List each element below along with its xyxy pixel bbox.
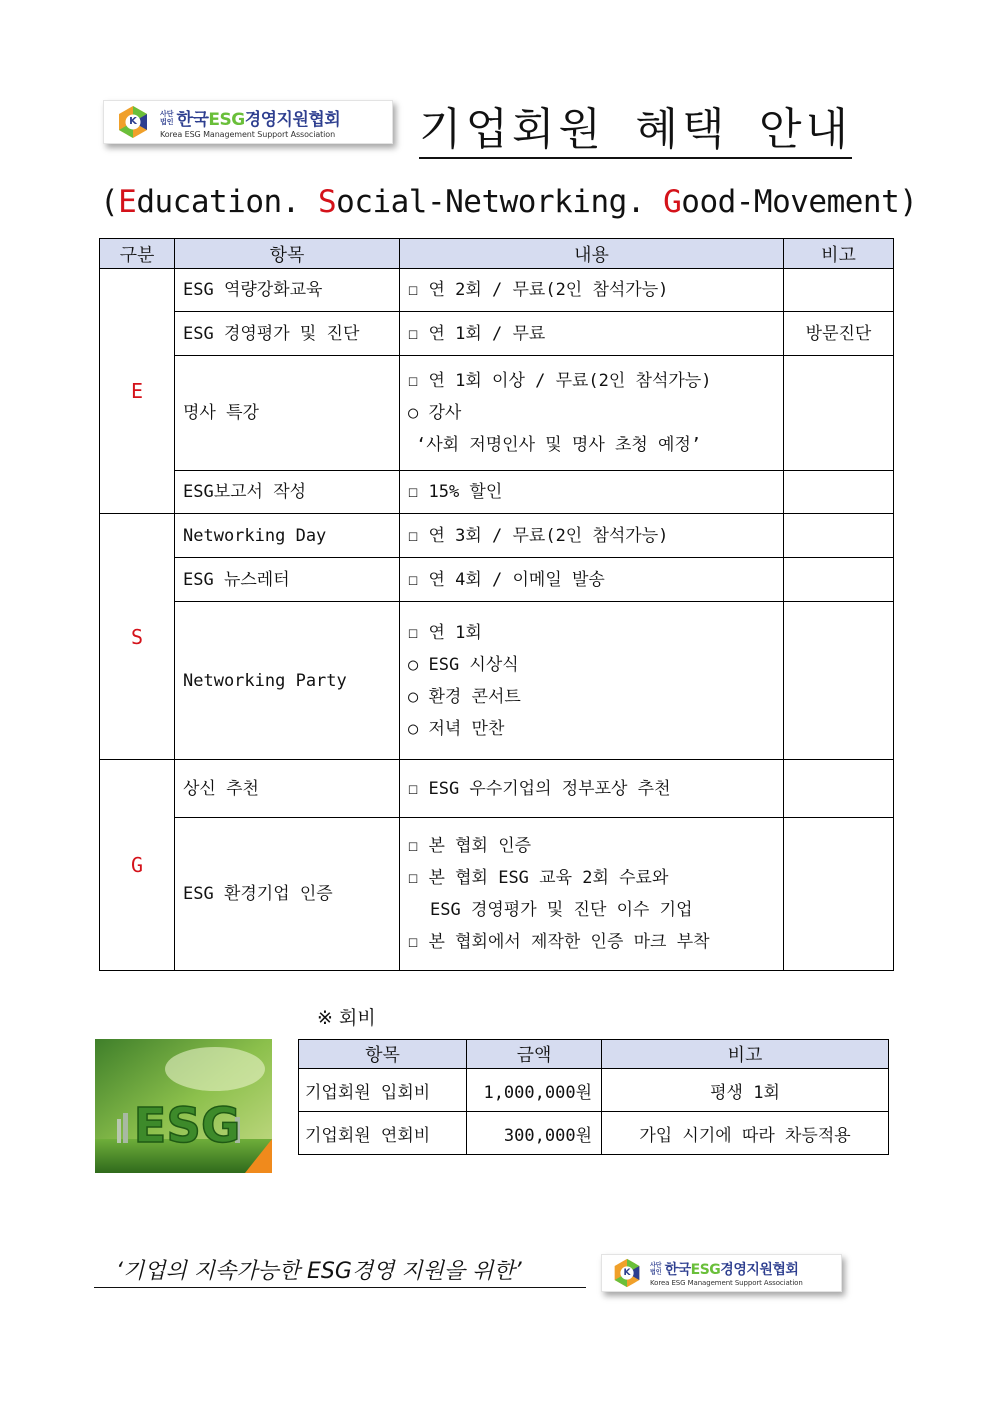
association-emblem-icon [612, 1258, 642, 1288]
table-row [100, 312, 894, 356]
item-cell: Networking Day [175, 514, 400, 558]
logo-small-text: 법인 [650, 1269, 662, 1276]
item-cell: ESG 뉴스레터 [175, 558, 400, 602]
table-header-row [299, 1040, 889, 1069]
content-cell: ☐ 15% 할인 [400, 471, 784, 514]
note-cell [784, 602, 894, 760]
column-header-amount: 금액 [467, 1040, 602, 1069]
association-emblem-icon [116, 105, 150, 139]
esg-image-text: ESG [133, 1098, 241, 1154]
benefits-table [99, 238, 894, 971]
fee-amount-cell: 300,000원 [467, 1112, 602, 1155]
content-cell: ☐ 연 3회 / 무료(2인 참석가능) [400, 514, 784, 558]
content-cell: ☐ 연 1회 이상 / 무료(2인 참석가능) ○ 강사 ‘사회 저명인사 및 명사 초청 예정’ [400, 356, 784, 471]
logo-english-name: Korea ESG Management Support Association [160, 130, 336, 139]
note-cell [784, 356, 894, 471]
item-cell: Networking Party [175, 602, 400, 760]
association-logo [601, 1254, 842, 1292]
table-row [100, 471, 894, 514]
fee-note-cell: 가입 시기에 따라 차등적용 [602, 1112, 889, 1155]
content-cell: ☐ 연 4회 / 이메일 발송 [400, 558, 784, 602]
item-cell: ESG 경영평가 및 진단 [175, 312, 400, 356]
emblem-letter: K [623, 1268, 631, 1278]
logo-small-text: 법인 [160, 117, 174, 126]
category-cell-g: G [100, 760, 175, 971]
item-cell: ESG보고서 작성 [175, 471, 400, 514]
table-row [299, 1112, 889, 1155]
table-header-row [100, 239, 894, 269]
content-cell: ☐ 본 협회 인증 ☐ 본 협회 ESG 교육 2회 수료와 ESG 경영평가 및 진단 이수 기업 ☐ 본 협회에서 제작한 인증 마크 부착 [400, 818, 784, 971]
table-row [100, 818, 894, 971]
fee-table [298, 1039, 889, 1155]
logo-english-name: Korea ESG Management Support Association [650, 1279, 803, 1287]
logo-name: 한국ESG경영지원협회 [664, 1262, 799, 1278]
fee-item-cell: 기업회원 연회비 [299, 1112, 467, 1155]
page-title: 기업회원 혜택 안내 [419, 103, 852, 159]
logo-small-text: 사단 [650, 1262, 662, 1269]
note-cell [784, 818, 894, 971]
fee-amount-cell: 1,000,000원 [467, 1069, 602, 1112]
logo-name: 한국ESG경영지원협회 [176, 110, 341, 130]
note-cell [784, 558, 894, 602]
column-header-note: 비고 [602, 1040, 889, 1069]
fee-note-cell: 평생 1회 [602, 1069, 889, 1112]
table-row [299, 1069, 889, 1112]
fee-item-cell: 기업회원 입회비 [299, 1069, 467, 1112]
note-cell [784, 760, 894, 818]
content-cell: ☐ ESG 우수기업의 정부포상 추천 [400, 760, 784, 818]
table-row [100, 760, 894, 818]
item-cell: ESG 역량강화교육 [175, 269, 400, 312]
note-cell [784, 514, 894, 558]
item-cell: 상신 추천 [175, 760, 400, 818]
category-cell-e: E [100, 269, 175, 514]
column-header-item: 항목 [175, 239, 400, 269]
item-cell: 명사 특강 [175, 356, 400, 471]
table-row [100, 514, 894, 558]
table-row [100, 602, 894, 760]
note-cell [784, 269, 894, 312]
content-cell: ☐ 연 2회 / 무료(2인 참석가능) [400, 269, 784, 312]
page-subtitle: (Education. Social-Networking. Good-Movement) [100, 184, 918, 220]
emblem-letter: K [129, 116, 137, 127]
footer-slogan: ‘기업의 지속가능한 ESG경영 지원을 위한’ [94, 1257, 586, 1288]
column-header-category: 구분 [100, 239, 175, 269]
column-header-item: 항목 [299, 1040, 467, 1069]
column-header-note: 비고 [784, 239, 894, 269]
logo-small-text: 사단 [160, 109, 174, 118]
fee-heading: ※ 회비 [317, 1007, 376, 1029]
table-row [100, 356, 894, 471]
content-cell: ☐ 연 1회 / 무료 [400, 312, 784, 356]
note-cell [784, 471, 894, 514]
esg-grass-image [95, 1039, 272, 1173]
content-cell: ☐ 연 1회 ○ ESG 시상식 ○ 환경 콘서트 ○ 저녁 만찬 [400, 602, 784, 760]
column-header-content: 내용 [400, 239, 784, 269]
item-cell: ESG 환경기업 인증 [175, 818, 400, 971]
table-row [100, 269, 894, 312]
note-cell: 방문진단 [784, 312, 894, 356]
category-cell-s: S [100, 514, 175, 760]
association-logo [103, 100, 393, 144]
table-row [100, 558, 894, 602]
